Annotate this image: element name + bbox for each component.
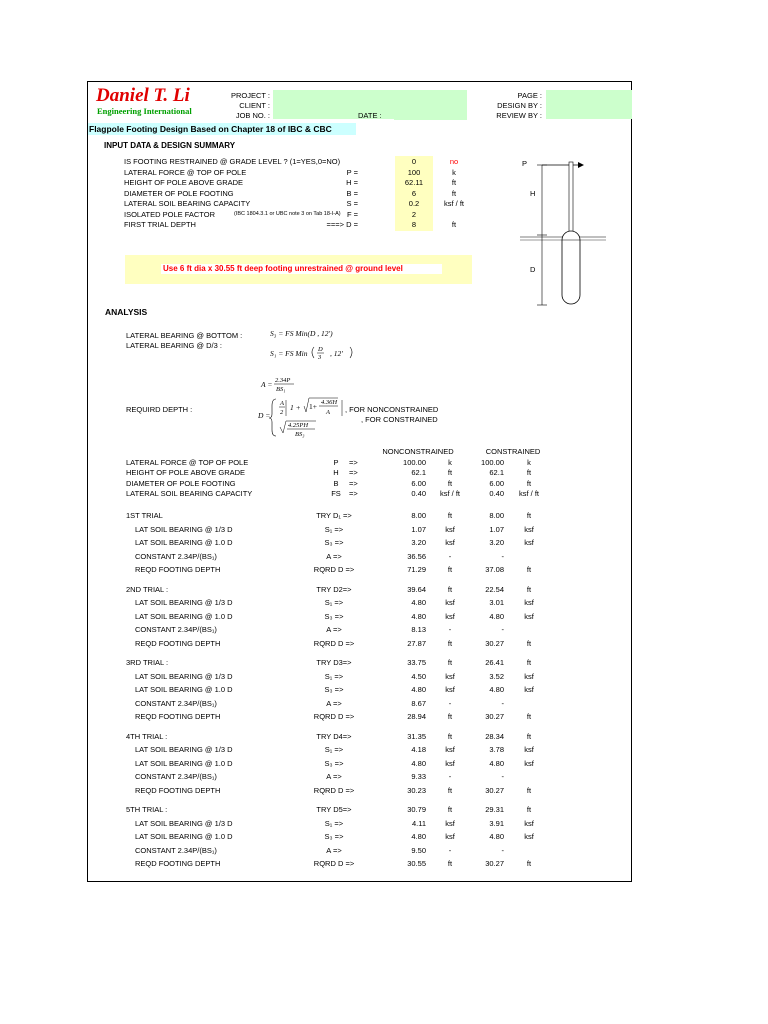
lat-bearing-third-value-c: 3.01 bbox=[489, 598, 504, 607]
constant-a-label: CONSTANT 2.34P/(BS₁) bbox=[135, 698, 217, 708]
svg-text:A: A bbox=[326, 409, 330, 416]
lat-bearing-full-value-c: 4.80 bbox=[489, 685, 504, 694]
trial-title-value-c: 8.00 bbox=[489, 511, 504, 520]
param-value-c: 62.1 bbox=[489, 468, 504, 477]
lat-bearing-third-unit-nc: ksf bbox=[445, 524, 455, 534]
trial-title-label: 5TH TRIAL : bbox=[126, 805, 168, 814]
input-value[interactable]: 6 bbox=[411, 189, 417, 198]
lat-bearing-third-value-c: 3.78 bbox=[489, 745, 504, 754]
param-value-nc: 100.00 bbox=[403, 458, 426, 467]
param-value-c: 0.40 bbox=[489, 489, 504, 498]
trial-title-unit-nc: ft bbox=[447, 584, 453, 594]
reqd-depth-label: REQD FOOTING DEPTH bbox=[135, 712, 221, 721]
date-label: DATE : bbox=[358, 111, 382, 120]
svg-text:A: A bbox=[280, 400, 284, 407]
input-note: (IBC 1804.3.1 or UBC note 3 on Tab 18-I-A) bbox=[234, 211, 341, 217]
lat-bearing-third-symbol: S₁ => bbox=[324, 671, 344, 681]
lat-bearing-third-value-c: 3.52 bbox=[489, 671, 504, 681]
page-label: PAGE : bbox=[517, 91, 542, 100]
svg-text:D =: D = bbox=[258, 411, 271, 420]
param-arrow: => bbox=[349, 489, 358, 498]
input-value[interactable]: 62.11 bbox=[404, 178, 424, 187]
reqd-depth-unit-nc: ft bbox=[447, 712, 453, 721]
d3-bearing-label: LATERAL BEARING @ D/3 : bbox=[126, 341, 222, 350]
trial-title-unit-c: ft bbox=[526, 658, 532, 667]
param-unit-nc: ft bbox=[447, 479, 453, 488]
nonconstrained-note: , FOR NONCONSTRAINED bbox=[345, 405, 439, 414]
constant-a-value-nc: 9.50 bbox=[411, 845, 426, 855]
reqd-depth-value-c: 37.08 bbox=[485, 565, 504, 574]
reqd-depth-value-nc: 30.23 bbox=[407, 785, 426, 795]
reqd-depth-label: REQD FOOTING DEPTH bbox=[135, 565, 221, 574]
input-label: IS FOOTING RESTRAINED @ GRADE LEVEL ? (1=YES,0=NO) bbox=[124, 157, 341, 166]
param-value-nc: 6.00 bbox=[411, 479, 426, 488]
svg-text:BS₁: BS₁ bbox=[276, 386, 286, 393]
trial-title-label: 2ND TRIAL : bbox=[126, 584, 169, 594]
constant-a-value-c: - bbox=[501, 551, 504, 561]
trial-title-unit-c: ft bbox=[526, 584, 532, 594]
trial-title-value-nc: 33.75 bbox=[407, 658, 426, 667]
reqd-depth-symbol: RQRD D => bbox=[313, 638, 355, 648]
lat-bearing-full-symbol: S₃ => bbox=[324, 758, 344, 768]
trial-title-value-c: 22.54 bbox=[485, 584, 504, 594]
reqd-depth-unit-c: ft bbox=[526, 565, 532, 574]
constant-a-label: CONSTANT 2.34P/(BS₁) bbox=[135, 772, 217, 781]
param-value-c: 6.00 bbox=[489, 479, 504, 488]
input-value[interactable]: 0.2 bbox=[408, 199, 420, 208]
lat-bearing-full-value-c: 4.80 bbox=[489, 832, 504, 841]
pole-diagram bbox=[508, 152, 608, 312]
lat-bearing-full-symbol: S₃ => bbox=[324, 538, 344, 547]
reqd-depth-unit-c: ft bbox=[526, 785, 532, 795]
param-unit-nc: ksf / ft bbox=[439, 489, 460, 498]
trial-title-symbol: TRY D₁ => bbox=[316, 511, 352, 520]
trial-title-unit-nc: ft bbox=[447, 805, 453, 814]
input-value[interactable]: 100 bbox=[407, 168, 421, 177]
svg-text:D: D bbox=[318, 346, 323, 353]
svg-text:A =: A = bbox=[261, 380, 273, 389]
param-label: HEIGHT OF POLE ABOVE GRADE bbox=[126, 468, 246, 477]
trial-title-value-nc: 31.35 bbox=[407, 731, 426, 741]
trial-title-unit-c: ft bbox=[526, 805, 532, 814]
lat-bearing-third-label: LAT SOIL BEARING @ 1/3 D bbox=[135, 524, 233, 534]
param-unit-c: ksf / ft bbox=[518, 489, 539, 498]
svg-text:3: 3 bbox=[318, 354, 322, 361]
lat-bearing-full-label: LAT SOIL BEARING @ 1.0 D bbox=[135, 685, 233, 694]
param-unit-nc: ft bbox=[447, 468, 453, 477]
trial-title-symbol: TRY D4=> bbox=[316, 731, 352, 741]
lat-bearing-third-unit-c: ksf bbox=[524, 524, 534, 534]
lat-bearing-third-label: LAT SOIL BEARING @ 1/3 D bbox=[135, 745, 233, 754]
lat-bearing-third-unit-nc: ksf bbox=[445, 598, 455, 607]
input-unit: ft bbox=[451, 178, 457, 187]
param-symbol: B bbox=[333, 479, 339, 488]
lat-bearing-third-unit-c: ksf bbox=[524, 818, 534, 828]
trial-title-value-c: 26.41 bbox=[485, 658, 504, 667]
company-subtitle: Engineering International bbox=[97, 106, 192, 116]
diagram-label-h: H bbox=[530, 189, 536, 198]
input-label: LATERAL SOIL BEARING CAPACITY bbox=[124, 199, 251, 208]
page-design-review-field[interactable] bbox=[546, 90, 632, 119]
lat-bearing-third-unit-nc: ksf bbox=[445, 818, 455, 828]
param-symbol: H bbox=[333, 468, 339, 477]
lat-bearing-full-value-nc: 4.80 bbox=[411, 758, 426, 768]
lat-bearing-third-value-nc: 4.11 bbox=[411, 818, 426, 828]
constant-a-unit-nc: - bbox=[448, 845, 452, 855]
reqd-depth-symbol: RQRD D => bbox=[313, 859, 355, 868]
svg-text:S₃ = FS Min(D , 12'): S₃ = FS Min(D , 12') bbox=[270, 329, 333, 338]
lat-bearing-third-value-c: 3.91 bbox=[489, 818, 504, 828]
constant-a-value-nc: 9.33 bbox=[411, 772, 426, 781]
reqd-depth-unit-nc: ft bbox=[447, 638, 453, 648]
input-unit: k bbox=[452, 168, 456, 177]
review-by-label: REVIEW BY : bbox=[496, 111, 542, 120]
lat-bearing-third-symbol: S₁ => bbox=[324, 818, 344, 828]
lat-bearing-full-value-nc: 4.80 bbox=[411, 685, 426, 694]
design-by-label: DESIGN BY : bbox=[497, 101, 542, 110]
lat-bearing-third-value-nc: 4.50 bbox=[411, 671, 426, 681]
reqd-depth-symbol: RQRD D => bbox=[313, 712, 355, 721]
col-header-constrained: CONSTRAINED bbox=[485, 447, 541, 456]
param-arrow: => bbox=[349, 479, 358, 488]
param-unit-c: k bbox=[527, 458, 531, 467]
param-value-c: 100.00 bbox=[481, 458, 504, 467]
lat-bearing-full-symbol: S₃ => bbox=[324, 832, 344, 841]
trial-title-symbol: TRY D5=> bbox=[316, 805, 352, 814]
svg-text:2: 2 bbox=[280, 409, 284, 416]
trial-title-value-c: 28.34 bbox=[485, 731, 504, 741]
input-symbol: H = bbox=[346, 178, 358, 187]
input-label: FIRST TRIAL DEPTH bbox=[124, 220, 196, 229]
constant-a-unit-nc: - bbox=[448, 772, 452, 781]
reqd-depth-unit-c: ft bbox=[526, 859, 532, 868]
constant-a-value-nc: 36.56 bbox=[407, 551, 426, 561]
lat-bearing-full-unit-nc: ksf bbox=[445, 758, 455, 768]
input-label: DIAMETER OF POLE FOOTING bbox=[124, 189, 234, 198]
trial-title-value-c: 29.31 bbox=[485, 805, 504, 814]
svg-text:S₁ = FS Min: S₁ = FS Min bbox=[270, 349, 308, 358]
constant-a-unit-nc: - bbox=[448, 551, 452, 561]
reqd-depth-value-nc: 30.55 bbox=[407, 859, 426, 868]
trial-title-unit-c: ft bbox=[526, 511, 532, 520]
reqd-depth-value-c: 30.27 bbox=[485, 785, 504, 795]
svg-text:1 +: 1 + bbox=[290, 403, 301, 412]
company-logo: Daniel T. Li bbox=[96, 85, 190, 106]
constant-a-symbol: A => bbox=[326, 698, 342, 708]
svg-text:BS₃: BS₃ bbox=[295, 431, 305, 438]
input-section-title: INPUT DATA & DESIGN SUMMARY bbox=[104, 141, 236, 150]
lat-bearing-third-value-nc: 4.18 bbox=[411, 745, 426, 754]
param-value-nc: 62.1 bbox=[411, 468, 426, 477]
input-symbol: P = bbox=[346, 168, 358, 177]
reqd-depth-value-nc: 71.29 bbox=[407, 565, 426, 574]
lat-bearing-third-unit-nc: ksf bbox=[445, 745, 455, 754]
param-symbol: FS bbox=[331, 489, 341, 498]
lat-bearing-full-unit-c: ksf bbox=[524, 832, 534, 841]
lat-bearing-full-symbol: S₃ => bbox=[324, 685, 344, 694]
input-value[interactable]: 2 bbox=[411, 210, 417, 219]
required-depth-label: REQUIRD DEPTH : bbox=[126, 405, 193, 414]
input-value[interactable]: 8 bbox=[411, 220, 417, 229]
col-header-nonconstrained: NONCONSTRAINED bbox=[382, 447, 454, 456]
trial-title-symbol: TRY D3=> bbox=[316, 658, 352, 667]
reqd-depth-unit-nc: ft bbox=[447, 859, 453, 868]
input-label: LATERAL FORCE @ TOP OF POLE bbox=[124, 168, 247, 177]
constant-a-symbol: A => bbox=[326, 772, 342, 781]
reqd-depth-unit-c: ft bbox=[526, 712, 532, 721]
param-arrow: => bbox=[349, 458, 358, 467]
param-label: DIAMETER OF POLE FOOTING bbox=[126, 479, 236, 488]
sheet-title: Flagpole Footing Design Based on Chapter 18 of IBC & CBC bbox=[88, 123, 356, 135]
param-value-nc: 0.40 bbox=[411, 489, 426, 498]
svg-text:4.25PH: 4.25PH bbox=[288, 422, 309, 429]
trial-title-label: 3RD TRIAL : bbox=[126, 658, 169, 667]
lat-bearing-third-unit-c: ksf bbox=[524, 598, 534, 607]
job-label: JOB NO. : bbox=[235, 111, 270, 120]
lat-bearing-full-label: LAT SOIL BEARING @ 1.0 D bbox=[135, 758, 233, 768]
input-unit: ksf / ft bbox=[443, 199, 464, 208]
lat-bearing-third-label: LAT SOIL BEARING @ 1/3 D bbox=[135, 818, 233, 828]
lat-bearing-full-unit-nc: ksf bbox=[445, 611, 455, 621]
lat-bearing-full-unit-c: ksf bbox=[524, 685, 534, 694]
reqd-depth-unit-c: ft bbox=[526, 638, 532, 648]
lat-bearing-third-value-nc: 4.80 bbox=[411, 598, 426, 607]
lat-bearing-full-unit-c: ksf bbox=[524, 758, 534, 768]
param-unit-c: ft bbox=[526, 479, 532, 488]
constant-a-value-c: - bbox=[501, 772, 504, 781]
lat-bearing-third-unit-nc: ksf bbox=[445, 671, 455, 681]
lat-bearing-third-value-nc: 1.07 bbox=[411, 524, 426, 534]
constant-a-symbol: A => bbox=[326, 625, 342, 634]
constant-a-value-c: - bbox=[501, 845, 504, 855]
lat-bearing-third-value-c: 1.07 bbox=[489, 524, 504, 534]
lat-bearing-full-value-c: 3.20 bbox=[489, 538, 504, 547]
design-summary-text: Use 6 ft dia x 30.55 ft deep footing unrestrained @ ground level bbox=[163, 264, 403, 273]
reqd-depth-unit-nc: ft bbox=[447, 785, 453, 795]
trial-title-value-nc: 30.79 bbox=[407, 805, 426, 814]
worksheet bbox=[87, 81, 632, 882]
client-label: CLIENT : bbox=[239, 101, 270, 110]
lat-bearing-full-value-nc: 4.80 bbox=[411, 611, 426, 621]
diagram-label-d: D bbox=[530, 265, 536, 274]
reqd-depth-label: REQD FOOTING DEPTH bbox=[135, 785, 221, 795]
reqd-depth-value-c: 30.27 bbox=[485, 859, 504, 868]
input-unit: ft bbox=[451, 189, 457, 198]
trial-title-unit-nc: ft bbox=[447, 511, 453, 520]
lat-bearing-third-unit-c: ksf bbox=[524, 745, 534, 754]
input-symbol: ===> D = bbox=[326, 220, 358, 229]
lat-bearing-full-label: LAT SOIL BEARING @ 1.0 D bbox=[135, 832, 233, 841]
trial-title-unit-c: ft bbox=[526, 731, 532, 741]
lat-bearing-third-label: LAT SOIL BEARING @ 1/3 D bbox=[135, 671, 233, 681]
lat-bearing-full-unit-c: ksf bbox=[524, 538, 534, 547]
constant-a-symbol: A => bbox=[326, 551, 342, 561]
trial-title-unit-nc: ft bbox=[447, 658, 453, 667]
constant-a-unit-nc: - bbox=[448, 698, 452, 708]
lat-bearing-full-value-nc: 3.20 bbox=[411, 538, 426, 547]
lat-bearing-third-symbol: S₁ => bbox=[324, 745, 344, 754]
param-unit-nc: k bbox=[448, 458, 452, 467]
param-label: LATERAL SOIL BEARING CAPACITY bbox=[126, 489, 253, 498]
constrained-note: , FOR CONSTRAINED bbox=[361, 415, 438, 424]
param-unit-c: ft bbox=[526, 468, 532, 477]
reqd-depth-value-nc: 27.87 bbox=[407, 638, 426, 648]
reqd-depth-value-c: 30.27 bbox=[485, 712, 504, 721]
lat-bearing-full-label: LAT SOIL BEARING @ 1.0 D bbox=[135, 611, 233, 621]
trial-title-value-nc: 8.00 bbox=[411, 511, 426, 520]
reqd-depth-unit-nc: ft bbox=[447, 565, 453, 574]
reqd-depth-symbol: RQRD D => bbox=[313, 565, 355, 574]
lat-bearing-third-symbol: S₁ => bbox=[324, 524, 344, 534]
input-symbol: B = bbox=[346, 189, 358, 198]
constant-a-unit-nc: - bbox=[448, 625, 452, 634]
lat-bearing-third-label: LAT SOIL BEARING @ 1/3 D bbox=[135, 598, 233, 607]
reqd-depth-symbol: RQRD D => bbox=[313, 785, 355, 795]
svg-text:2.34P: 2.34P bbox=[275, 377, 291, 384]
input-unit: ft bbox=[451, 220, 457, 229]
constant-a-value-nc: 8.13 bbox=[411, 625, 426, 634]
param-arrow: => bbox=[349, 468, 358, 477]
analysis-title: ANALYSIS bbox=[105, 307, 148, 317]
constant-a-label: CONSTANT 2.34P/(BS₁) bbox=[135, 845, 217, 855]
input-symbol: S = bbox=[346, 199, 358, 208]
lat-bearing-full-unit-c: ksf bbox=[524, 611, 534, 621]
input-symbol: F = bbox=[346, 210, 358, 219]
input-value[interactable]: 0 bbox=[411, 157, 417, 166]
constant-a-value-nc: 8.67 bbox=[411, 698, 426, 708]
bottom-bearing-label: LATERAL BEARING @ BOTTOM : bbox=[126, 331, 243, 340]
param-label: LATERAL FORCE @ TOP OF POLE bbox=[126, 458, 249, 467]
lat-bearing-third-symbol: S₁ => bbox=[324, 598, 344, 607]
lat-bearing-full-unit-nc: ksf bbox=[445, 832, 455, 841]
param-symbol: P bbox=[333, 458, 339, 467]
reqd-depth-label: REQD FOOTING DEPTH bbox=[135, 859, 221, 868]
input-label: HEIGHT OF POLE ABOVE GRADE bbox=[124, 178, 244, 187]
lat-bearing-full-value-nc: 4.80 bbox=[411, 832, 426, 841]
constant-a-label: CONSTANT 2.34P/(BS₁) bbox=[135, 625, 217, 634]
trial-title-unit-nc: ft bbox=[447, 731, 453, 741]
input-label: ISOLATED POLE FACTOR bbox=[124, 210, 215, 219]
date-field[interactable] bbox=[394, 110, 467, 120]
lat-bearing-full-unit-nc: ksf bbox=[445, 685, 455, 694]
lat-bearing-full-label: LAT SOIL BEARING @ 1.0 D bbox=[135, 538, 233, 547]
lat-bearing-full-symbol: S₃ => bbox=[324, 611, 344, 621]
reqd-depth-value-c: 30.27 bbox=[485, 638, 504, 648]
svg-text:1+: 1+ bbox=[309, 402, 317, 411]
constant-a-value-c: - bbox=[501, 625, 504, 634]
lat-bearing-third-unit-c: ksf bbox=[524, 671, 534, 681]
project-label: PROJECT : bbox=[230, 91, 270, 100]
restrained-status: no bbox=[449, 157, 459, 166]
lat-bearing-full-unit-nc: ksf bbox=[445, 538, 455, 547]
lat-bearing-full-value-c: 4.80 bbox=[489, 758, 504, 768]
trial-title-label: 4TH TRIAL : bbox=[126, 731, 168, 741]
reqd-depth-label: REQD FOOTING DEPTH bbox=[135, 638, 221, 648]
trial-title-symbol: TRY D2=> bbox=[316, 584, 352, 594]
diagram-label-p: P bbox=[522, 159, 528, 168]
constant-a-value-c: - bbox=[501, 698, 504, 708]
svg-text:, 12': , 12' bbox=[330, 349, 343, 358]
constant-a-symbol: A => bbox=[326, 845, 342, 855]
trial-title-label: 1ST TRIAL bbox=[126, 511, 163, 520]
trial-title-value-nc: 39.64 bbox=[407, 584, 426, 594]
constant-a-label: CONSTANT 2.34P/(BS₁) bbox=[135, 551, 217, 561]
reqd-depth-value-nc: 28.94 bbox=[407, 712, 426, 721]
lat-bearing-full-value-c: 4.80 bbox=[489, 611, 504, 621]
svg-text:4.36H: 4.36H bbox=[321, 399, 338, 406]
